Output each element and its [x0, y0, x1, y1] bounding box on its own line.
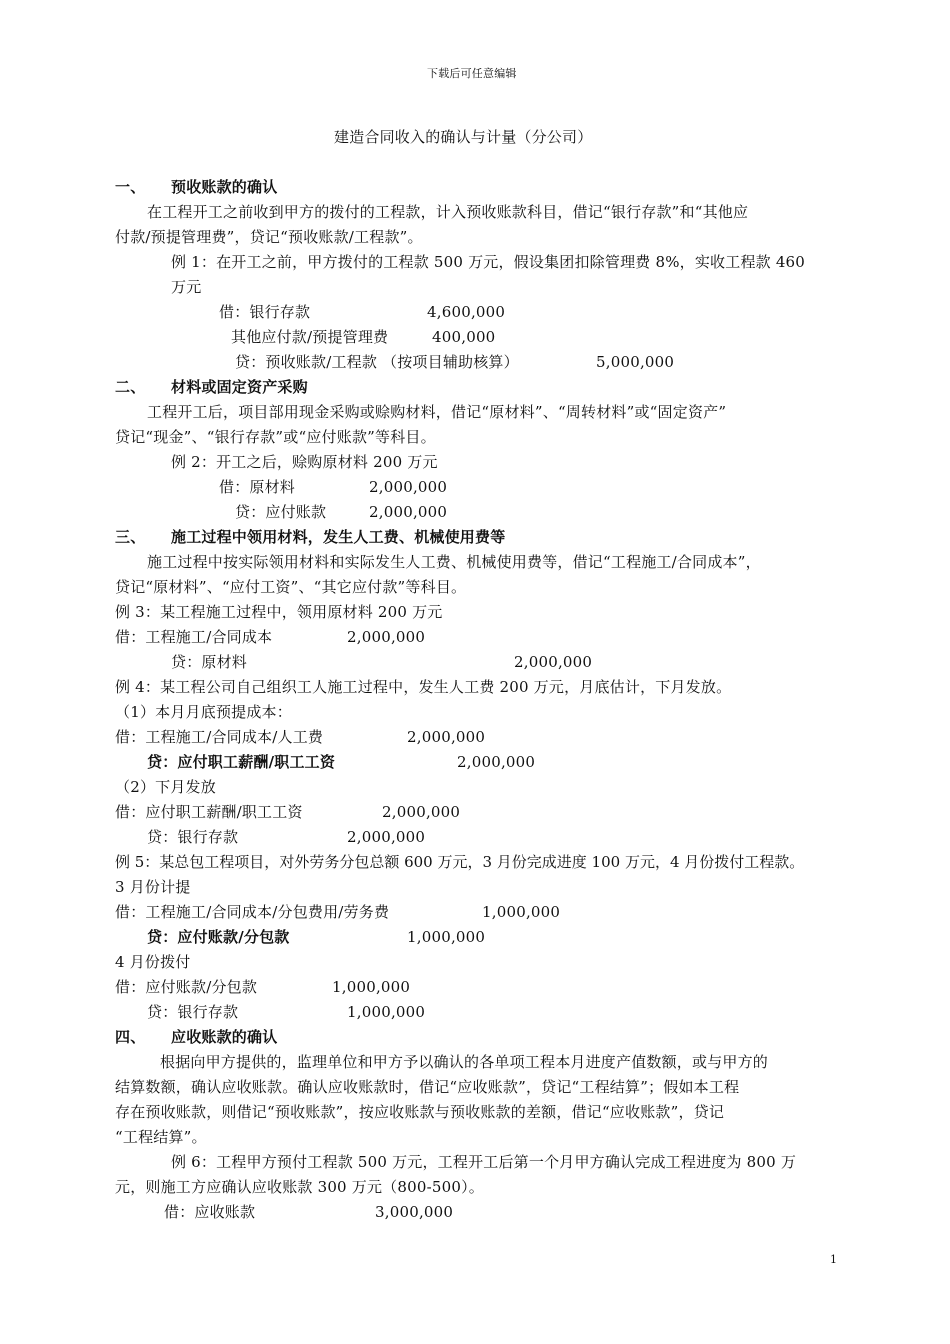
entry-label: 贷：银行存款	[147, 828, 239, 846]
section-title: 材料或固定资产采购	[171, 378, 308, 396]
paragraph-line: 结算数额，确认应收账款。确认应收账款时，借记“应收账款”，贷记“工程结算”；假如本工程	[115, 1078, 740, 1096]
section-heading	[115, 177, 145, 197]
example-line: 例 2：开工之后，赊购原材料 200 万元	[171, 453, 438, 471]
section-number: 二、	[115, 378, 146, 396]
entry-amount: 2,000,000	[407, 728, 486, 746]
example-line: 例 1：在开工之前，甲方拨付的工程款 500 万元，假设集团扣除管理费 8%，实收工程款 460	[171, 253, 806, 271]
entry-amount: 5,000,000	[596, 353, 675, 371]
paragraph-line: 在工程开工之前收到甲方的拨付的工程款，计入预收账款科目，借记“银行存款”和“其他应	[147, 203, 749, 221]
example-line: 例 3：某工程施工过程中，领用原材料 200 万元	[115, 603, 443, 621]
paragraph-line: 贷记“现金”、“银行存款”或“应付账款”等科目。	[115, 428, 436, 446]
document-title: 建造合同收入的确认与计量（分公司）	[334, 128, 593, 146]
step-line: 4 月份拨付	[115, 953, 191, 971]
example-line: 例 4：某工程公司自己组织工人施工过程中，发生人工费 200 万元，月底估计，下月发放。	[115, 678, 732, 696]
section-heading	[115, 377, 145, 397]
entry-label: 借：工程施工/合同成本	[115, 628, 273, 646]
entry-amount: 1,000,000	[407, 928, 486, 946]
entry-label: 贷：应付职工薪酬/职工工资	[147, 753, 336, 771]
paragraph-line: 付款/预提管理费”，贷记“预收账款/工程款”。	[115, 228, 423, 246]
entry-amount: 2,000,000	[514, 653, 593, 671]
example-line: 例 5：某总包工程项目，对外劳务分包总额 600 万元，3 月份完成进度 100 万元，4 月份拨付工程款。	[115, 853, 805, 871]
entry-amount: 3,000,000	[375, 1203, 454, 1221]
paragraph-line: 贷记“原材料”、“应付工资”、“其它应付款”等科目。	[115, 578, 467, 596]
entry-label: 贷：原材料	[171, 653, 248, 671]
entry-amount: 2,000,000	[382, 803, 461, 821]
entry-amount: 2,000,000	[347, 828, 426, 846]
example-line: 例 6：工程甲方预付工程款 500 万元，工程开工后第一个月甲方确认完成工程进度为 800 万	[171, 1153, 797, 1171]
entry-label: 借：应收账款	[164, 1203, 256, 1221]
section-title: 预收账款的确认	[171, 178, 278, 196]
entry-label: 借：原材料	[219, 478, 296, 496]
entry-label: 借：应付账款/分包款	[115, 978, 258, 996]
paragraph-line: 根据向甲方提供的，监理单位和甲方予以确认的各单项工程本月进度产值数额，或与甲方的	[160, 1053, 769, 1071]
header-note: 下载后可任意编辑	[427, 67, 517, 80]
entry-amount: 2,000,000	[369, 478, 448, 496]
step-line: 3 月份计提	[115, 878, 191, 896]
paragraph-line: “工程结算”。	[115, 1128, 207, 1146]
section-title: 施工过程中领用材料，发生人工费、机械使用费等	[171, 528, 506, 546]
section-heading	[115, 527, 145, 547]
paragraph-line: 存在预收账款，则借记“预收账款”，按应收账款与预收账款的差额，借记“应收账款”，贷记	[115, 1103, 725, 1121]
entry-amount: 4,600,000	[427, 303, 506, 321]
entry-label: 借：工程施工/合同成本/分包费用/劳务费	[115, 903, 390, 921]
entry-amount: 1,000,000	[347, 1003, 426, 1021]
entry-amount: 2,000,000	[347, 628, 426, 646]
entry-label: 贷：银行存款	[147, 1003, 239, 1021]
entry-label: 其他应付款/预提管理费	[231, 328, 389, 346]
entry-amount: 2,000,000	[369, 503, 448, 521]
section-number: 一、	[115, 178, 146, 196]
entry-label: 借：工程施工/合同成本/人工费	[115, 728, 324, 746]
example-line: 万元	[171, 278, 202, 296]
step-line: （2）下月发放	[115, 778, 216, 796]
paragraph-line: 工程开工后，项目部用现金采购或赊购材料，借记“原材料”、“周转材料”或“固定资产”	[147, 403, 727, 421]
entry-amount: 1,000,000	[482, 903, 561, 921]
section-heading	[115, 1027, 145, 1047]
entry-amount: 400,000	[432, 328, 496, 346]
entry-amount: 2,000,000	[457, 753, 536, 771]
paragraph-line: 施工过程中按实际领用材料和实际发生人工费、机械使用费等，借记“工程施工/合同成本”，	[147, 553, 761, 571]
entry-label: 贷：预收账款/工程款 （按项目辅助核算）	[235, 353, 519, 371]
entry-label: 贷：应付账款/分包款	[147, 928, 290, 946]
section-title: 应收账款的确认	[171, 1028, 278, 1046]
entry-label: 贷：应付账款	[235, 503, 327, 521]
entry-amount: 1,000,000	[332, 978, 411, 996]
step-line: （1）本月月底预提成本：	[115, 703, 292, 721]
section-number: 三、	[115, 528, 146, 546]
page-number: 1	[830, 1253, 838, 1266]
entry-label: 借：银行存款	[219, 303, 311, 321]
example-line: 元，则施工方应确认应收账款 300 万元（800-500）。	[115, 1178, 484, 1196]
section-number: 四、	[115, 1028, 146, 1046]
entry-label: 借：应付职工薪酬/职工工资	[115, 803, 303, 821]
